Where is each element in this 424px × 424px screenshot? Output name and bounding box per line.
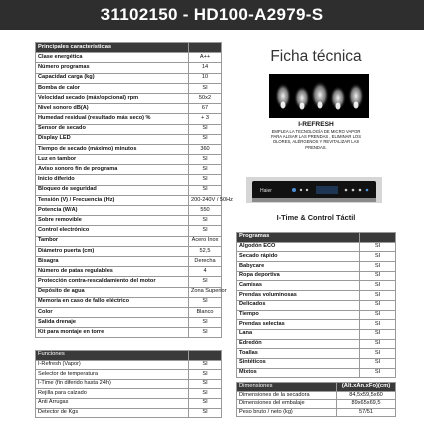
table-row (237, 329, 396, 339)
table-row (36, 297, 222, 307)
row-value: SI (189, 297, 222, 307)
row-value: 4 (189, 267, 222, 277)
row-label: Edredón (237, 339, 360, 349)
table-row (36, 206, 222, 216)
row-value: SI (360, 339, 396, 349)
row-value: SI (360, 262, 396, 272)
table-row (237, 300, 396, 310)
table-row (237, 368, 396, 378)
row-label: Principales características (36, 43, 189, 53)
row-label: Humedad residual (resultado más seco) % (36, 114, 189, 124)
table-row (36, 408, 222, 418)
table-row (36, 236, 222, 246)
table-row (237, 252, 396, 262)
functions-table (35, 350, 222, 418)
row-value: SI (189, 370, 222, 380)
row-label: Tiempo de secado (máximo) minutos (36, 144, 189, 154)
itime-caption: I-Time & Control Táctil (276, 213, 356, 222)
row-value: SI (360, 242, 396, 252)
row-value: Derecha (189, 256, 222, 266)
table-row (237, 320, 396, 330)
row-value: SI (189, 328, 222, 338)
irefresh-steam-image (269, 74, 369, 118)
row-value: SI (360, 329, 396, 339)
row-label: Clase energética (36, 53, 189, 63)
table-row (36, 134, 222, 144)
row-label: Velocidad secado (máx/opcional) rpm (36, 93, 189, 103)
section-header (237, 383, 396, 392)
row-label: Protección contra-rescaldamiento del motor (36, 277, 189, 287)
row-value: SI (360, 281, 396, 291)
row-value: SI (360, 310, 396, 320)
table-row (237, 291, 396, 301)
row-label: Anti Arrugas (36, 398, 189, 408)
row-label: Tiempo (237, 310, 360, 320)
table-row (36, 379, 222, 389)
row-label: Funciones (36, 351, 189, 361)
table-row (36, 287, 222, 297)
table-row (36, 185, 222, 195)
row-label: Capacidad carga (kg) (36, 73, 189, 83)
table-row (36, 144, 222, 154)
table-row (36, 175, 222, 185)
row-value: 360 (189, 144, 222, 154)
row-label: Dimensiones de la secadora (237, 391, 337, 400)
row-value: A++ (189, 53, 222, 63)
table-row (36, 53, 222, 63)
row-value: SI (360, 271, 396, 281)
row-label: Tambor (36, 236, 189, 246)
table-row (36, 277, 222, 287)
table-row (36, 246, 222, 256)
row-label: Sensor de secado (36, 124, 189, 134)
row-label: I-Refresh (Vapor) (36, 360, 189, 370)
row-label: Control electrónico (36, 226, 189, 236)
row-value: SI (189, 379, 222, 389)
table-row (237, 339, 396, 349)
row-label: Programas (237, 233, 360, 243)
section-header (36, 351, 222, 361)
row-label: Mixtos (237, 368, 360, 378)
section-header (36, 43, 222, 53)
row-label: Delicados (237, 300, 360, 310)
row-value: SI (189, 408, 222, 418)
row-value: 84,5x59,5x60 (337, 391, 396, 400)
row-label: Salida drenaje (36, 318, 189, 328)
table-row (237, 271, 396, 281)
row-label: Selector de temperatura (36, 370, 189, 380)
table-row (237, 349, 396, 359)
row-value: SI (189, 277, 222, 287)
table-row (237, 310, 396, 320)
row-value: 14 (189, 63, 222, 73)
table-row (36, 124, 222, 134)
row-value: SI (360, 349, 396, 359)
table-row (36, 155, 222, 165)
table-row (36, 360, 222, 370)
row-label: Prendas selectas (237, 320, 360, 330)
row-label: Algodón ECO (237, 242, 360, 252)
row-value: SI (189, 398, 222, 408)
row-value: Acero Inox (189, 236, 222, 246)
row-value: 550 (189, 206, 222, 216)
row-label: Bisagra (36, 256, 189, 266)
row-value: SI (189, 83, 222, 93)
row-label: Color (36, 307, 189, 317)
row-value: SI (189, 226, 222, 236)
row-label: Bomba de calor (36, 83, 189, 93)
row-value: 52,5 (189, 246, 222, 256)
row-label: Número de patas regulables (36, 267, 189, 277)
table-row (36, 318, 222, 328)
table-row (36, 73, 222, 83)
row-label: I-Time (fin diferido hasta 24h) (36, 379, 189, 389)
row-value: SI (360, 320, 396, 330)
row-value: 10 (189, 73, 222, 83)
ficha-title: Ficha técnica (270, 48, 362, 65)
row-label: Tensión (V) / Frecuencia (Hz) (36, 195, 189, 205)
table-row (36, 104, 222, 114)
row-label: Depósito de agua (36, 287, 189, 297)
row-value: 57/51 (337, 408, 396, 417)
row-label: Sobre removible (36, 216, 189, 226)
table-row (36, 216, 222, 226)
table-row (237, 408, 396, 417)
row-label: Camisas (237, 281, 360, 291)
row-label: Secado rápido (237, 252, 360, 262)
row-value: 200-240V / 50Hz (189, 195, 222, 205)
brand-logo: Haier (260, 188, 272, 194)
section-header (237, 233, 396, 243)
row-value: SI (189, 175, 222, 185)
row-label: Aviso sonoro fin de programa (36, 165, 189, 175)
row-value: 67 (189, 104, 222, 114)
dimensions-table (236, 382, 396, 417)
row-value: SI (360, 252, 396, 262)
row-value: + 3 (189, 114, 222, 124)
row-value: SI (360, 291, 396, 301)
table-row (36, 83, 222, 93)
row-label: Rejilla para calzado (36, 389, 189, 399)
table-row (36, 328, 222, 338)
row-label: Nivel sonoro dB(A) (36, 104, 189, 114)
row-value: SI (360, 358, 396, 368)
table-row (36, 389, 222, 399)
irefresh-description: EMPLEA LA TECNOLOGÍA DE MICRO VAPOR PARA ALISAR LAS PRENDAS , ELIMINAR LOS OLORES, ALÉRGENOS Y REVITALIZAR LAS PRENDAS. (271, 129, 361, 150)
row-value: SI (189, 155, 222, 165)
row-value: SI (189, 360, 222, 370)
row-value (189, 43, 222, 53)
row-value: SI (189, 124, 222, 134)
row-value: SI (189, 165, 222, 175)
row-label: Sintéticos (237, 358, 360, 368)
row-label: Bloqueo de seguridad (36, 185, 189, 195)
main-specs-table (35, 42, 233, 338)
programs-table (236, 232, 396, 378)
table-row (36, 93, 222, 103)
table-row (36, 114, 222, 124)
row-label: Potencia (W/A) (36, 206, 189, 216)
row-value: 89x65x69,5 (337, 400, 396, 409)
row-label: Diámetro puerta (cm) (36, 246, 189, 256)
table-row (36, 307, 222, 317)
table-row (36, 370, 222, 380)
irefresh-title: I-REFRESH (298, 121, 334, 128)
table-row (237, 242, 396, 252)
row-value: SI (189, 134, 222, 144)
row-label: Ropa deportiva (237, 271, 360, 281)
row-label: Prendas voluminosas (237, 291, 360, 301)
row-label: Peso bruto / neto (kg) (237, 408, 337, 417)
table-row (36, 226, 222, 236)
table-row (237, 358, 396, 368)
row-value (189, 351, 222, 361)
row-value: SI (189, 389, 222, 399)
table-row (36, 398, 222, 408)
row-label: Kit para montaje en torre (36, 328, 189, 338)
table-row (36, 256, 222, 266)
table-row (36, 195, 222, 205)
table-row (36, 267, 222, 277)
row-label: Dimensiones del embalaje (237, 400, 337, 409)
row-label: Detector de Kgs (36, 408, 189, 418)
table-row (237, 391, 396, 400)
dryer-control-panel-image (246, 174, 382, 206)
row-value: (Alt.xAn.xFo)(cm) (337, 383, 396, 392)
table-row (237, 281, 396, 291)
steam-icon (269, 74, 369, 118)
row-label: Babycare (237, 262, 360, 272)
table-row (237, 400, 396, 409)
row-label: Toallas (237, 349, 360, 359)
row-value: SI (360, 300, 396, 310)
row-value: Zona Superior (189, 287, 222, 297)
row-value: SI (189, 216, 222, 226)
row-value: 50x2 (189, 93, 222, 103)
table-row (237, 262, 396, 272)
row-value: SI (189, 318, 222, 328)
row-value: SI (189, 185, 222, 195)
row-value: Blanco (189, 307, 222, 317)
table-row (36, 165, 222, 175)
row-value: SI (360, 368, 396, 378)
row-label: Lana (237, 329, 360, 339)
row-label: Dimensiones (237, 383, 337, 392)
row-label: Display LED (36, 134, 189, 144)
table-row (36, 63, 222, 73)
row-label: Número programas (36, 63, 189, 73)
row-label: Luz en tambor (36, 155, 189, 165)
row-value (360, 233, 396, 243)
row-label: Inicio diferido (36, 175, 189, 185)
model-header: 31102150 - HD100-A2979-S (0, 0, 424, 30)
row-label: Memoria en caso de fallo eléctrico (36, 297, 189, 307)
